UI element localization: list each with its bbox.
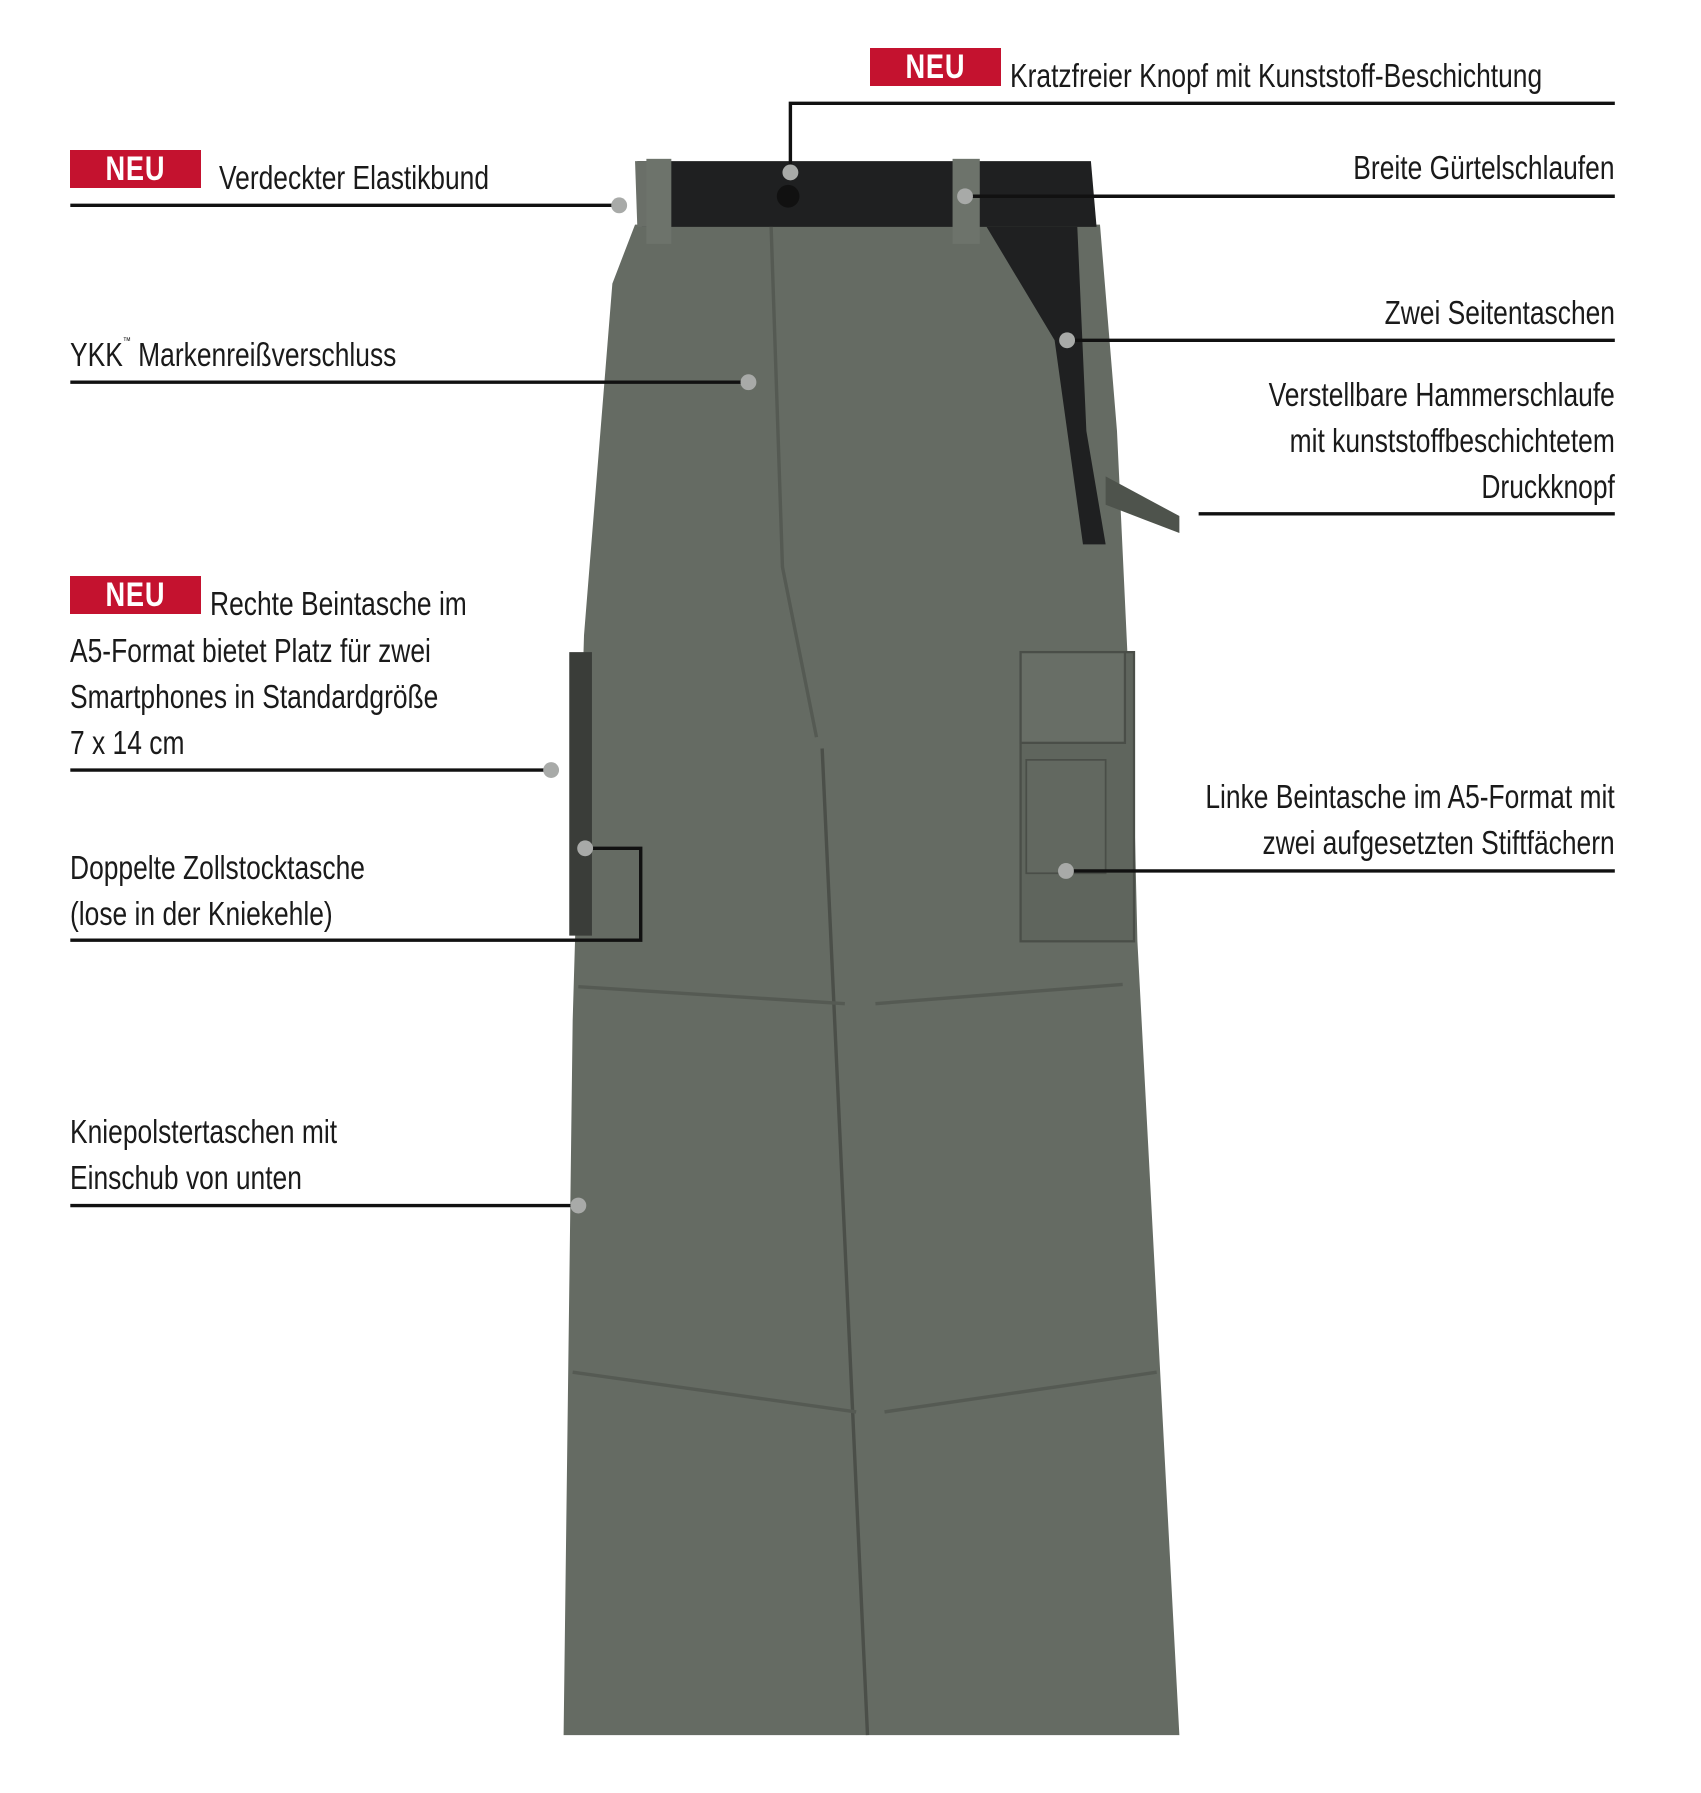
waistband (637, 161, 1096, 227)
text-line: Rechte Beintasche im (210, 585, 467, 622)
new-badge (870, 48, 1001, 86)
text-line: mit kunststoffbeschichtetem (1289, 422, 1615, 459)
text-line: 7 x 14 cm (70, 724, 185, 761)
feature-button: Kratzfreier Knopf mit Kunststoff-Beschichtung (1010, 57, 1543, 94)
feature-waistband: Verdeckter Elastikbund (219, 159, 490, 196)
feature-ruler-pocket (70, 845, 365, 937)
feature-zipper (70, 332, 396, 378)
text-line: A5-Format bietet Platz für zwei (70, 632, 431, 669)
badge-label: NEU (105, 576, 166, 614)
zipper-brand: YKK (70, 336, 123, 373)
feature-hammer-loop (1269, 372, 1615, 510)
text-line: Kniepolstertaschen mit (70, 1113, 338, 1150)
text-line: (lose in der Kniekehle) (70, 895, 333, 932)
text-line: Druckknopf (1481, 468, 1615, 505)
feature-belt-loops: Breite Gürtelschlaufen (1353, 149, 1615, 186)
new-badge (70, 576, 201, 614)
text-line: Verstellbare Hammerschlaufe (1268, 376, 1615, 413)
waist-button (777, 185, 800, 208)
badge-label: NEU (105, 150, 166, 188)
badge-label: NEU (905, 48, 966, 86)
cargo-pocket-flap (1021, 652, 1125, 743)
zipper-label: Markenreißverschluss (138, 336, 397, 373)
feature-left-pocket (1206, 774, 1615, 866)
new-badge (70, 150, 201, 188)
trademark: ™ (122, 336, 131, 347)
text-line: Linke Beintasche im A5-Format mit (1205, 778, 1615, 815)
feature-right-pocket (70, 628, 438, 766)
pen-slots (1026, 760, 1105, 873)
text-line: Smartphones in Standardgröße (70, 678, 439, 715)
feature-knee-pads (70, 1109, 337, 1201)
text-line: Doppelte Zollstocktasche (70, 849, 365, 886)
cargo-pocket-right (569, 652, 592, 936)
text-line: Einschub von unten (70, 1159, 302, 1196)
feature-side-pockets: Zwei Seitentaschen (1384, 294, 1615, 331)
text-line: zwei aufgesetzten Stiftfächern (1262, 824, 1615, 861)
belt-loop (646, 159, 671, 244)
